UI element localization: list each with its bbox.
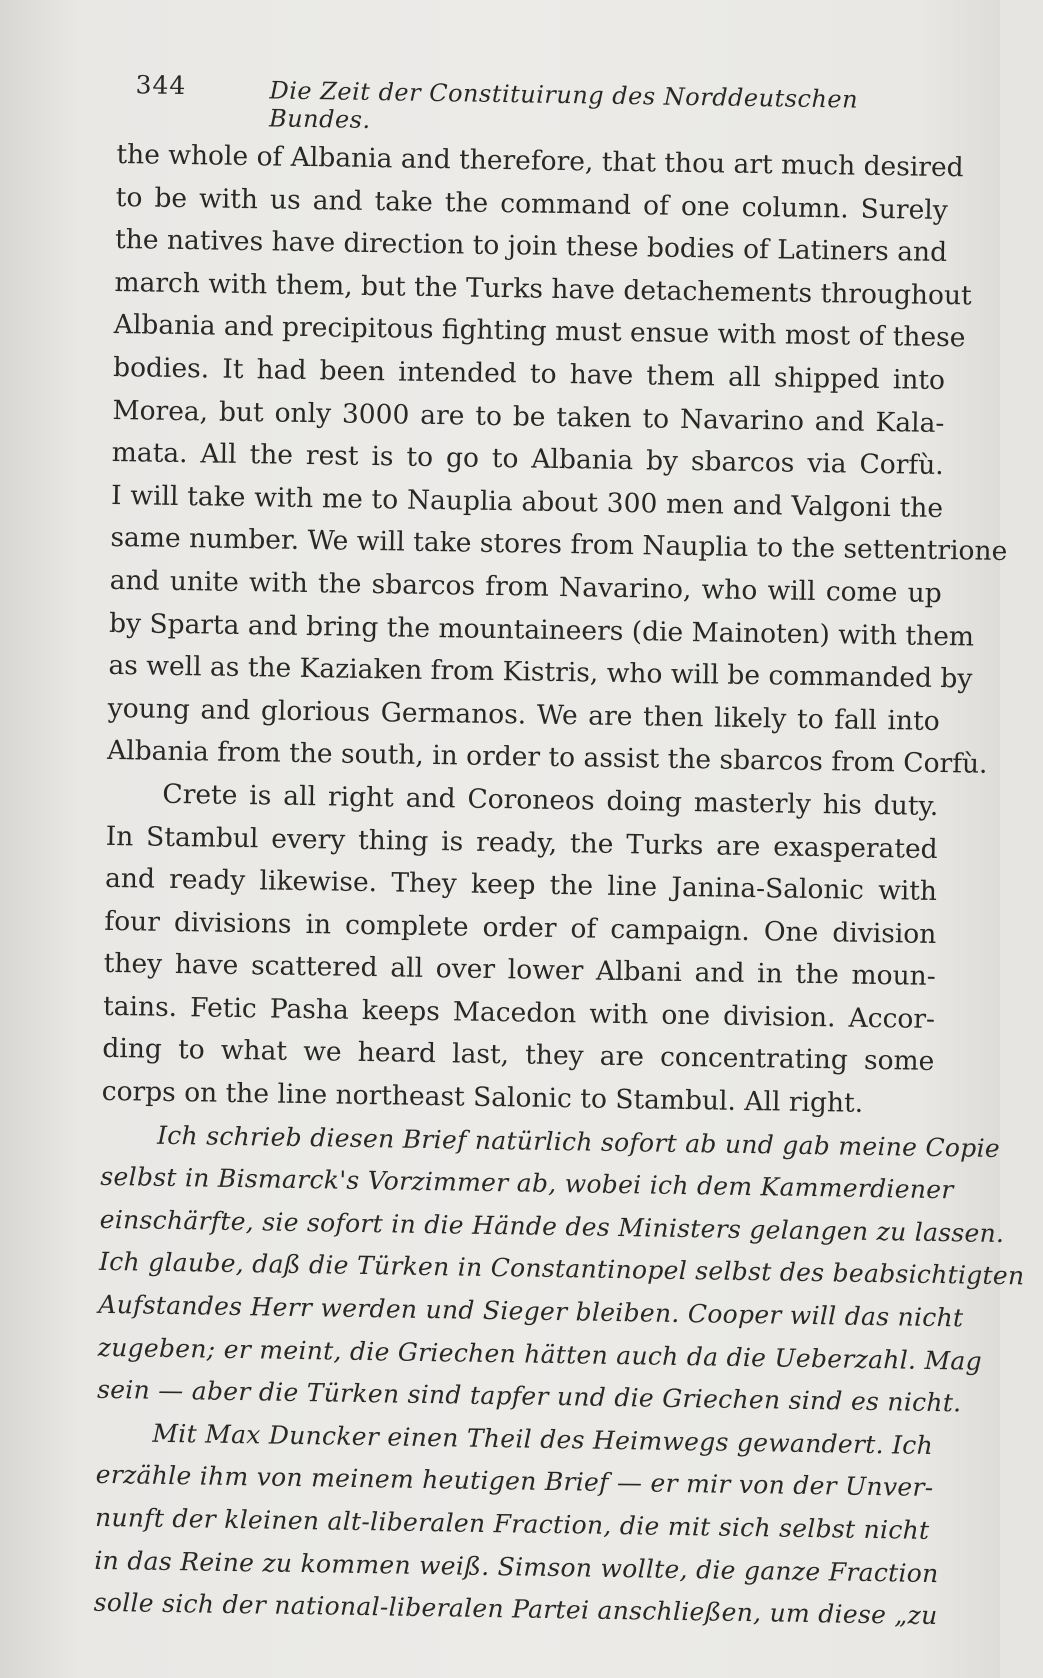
text-line: Albania and precipitous fighting must ensue with most of these: [113, 309, 966, 354]
text-line: in das Reine zu kommen weiß. Simson wollte, die ganze Fraction: [94, 1545, 939, 1588]
text-line: erzähle ihm von meinem heutigen Brief — er mir von der Unver-: [95, 1460, 934, 1503]
text-line: I will take with me to Nauplia about 300 men and Valgoni the: [110, 479, 944, 524]
text-line: and unite with the sbarcos from Navarino, who will come up: [109, 564, 942, 609]
page-number: 344: [135, 70, 187, 101]
text-line: nunft der kleinen alt-liberalen Fraction, die mit sich selbst nicht: [94, 1502, 930, 1545]
text-line: and ready likewise. They keep the line Janina-Salonic with: [104, 862, 938, 908]
text-line: Crete is all right and Coroneos doing masterly his duty.: [162, 778, 939, 822]
text-line: march with them, but the Turks have detachements throughout: [114, 266, 972, 312]
text-line: solle sich der national-liberalen Partei anschließen, um diese „zu: [93, 1587, 938, 1631]
text-line: the whole of Albania and therefore, that thou art much desired: [116, 138, 964, 184]
text-line: Aufstandes Herr werden und Sieger bleiben. Cooper will das nicht: [98, 1289, 964, 1333]
text-line: einschärfte, sie sofort in die Hände des Ministers gelangen zu lassen.: [99, 1204, 1005, 1248]
body-text: [93, 134, 1025, 1638]
text-line: by Sparta and bring the mountaineers (die Mainoten) with them: [108, 607, 975, 653]
text-line: young and glorious Germanos. We are then likely to fall into: [107, 692, 940, 737]
text-line: as well as the Kaziaken from Kistris, who will be commanded by: [108, 650, 973, 695]
text-line: they have scattered all over lower Albani and in the moun-: [103, 948, 936, 993]
text-line: Albania from the south, in order to assist the sbarcos from Corfù.: [106, 735, 988, 781]
running-title: Die Zeit der Constituirung des Norddeutschen Bundes.: [268, 76, 859, 134]
text-line: bodies. It had been intended to have them all shipped into: [112, 351, 946, 396]
text-line: Mit Max Duncker einen Theil des Heimwegs gewandert. Ich: [152, 1418, 934, 1460]
text-line: Morea, but only 3000 are to be taken to Navarino and Kala-: [112, 394, 945, 439]
text-line: same number. We will take stores from Nauplia to the settentrione: [110, 522, 1008, 568]
page-content: [93, 58, 1025, 1638]
text-line: selbst in Bismarck's Vorzimmer ab, wobei ich dem Kammerdiener: [100, 1162, 954, 1205]
text-line: to be with us and take the command of one column. Surely: [115, 181, 948, 226]
page-header: [117, 58, 950, 135]
text-line: In Stambul every thing is ready, the Turks are exasperated: [105, 820, 938, 865]
text-line: Ich glaube, daß die Türken in Constantinopel selbst des beabsichtigten: [98, 1247, 1025, 1291]
text-line: sein — aber die Türken sind tapfer und die Griechen sind es nicht.: [96, 1375, 962, 1418]
text-line: the natives have direction to join these bodies of Latiners and: [114, 224, 948, 269]
text-line: zugeben; er meint, die Griechen hätten auch da die Ueberzahl. Mag: [97, 1332, 983, 1376]
text-line: Ich schrieb diesen Brief natürlich sofort ab und gab meine Copie: [156, 1120, 1001, 1163]
text-line: ding to what we heard last, they are concentrating some: [102, 1033, 935, 1078]
text-line: tains. Fetic Pasha keeps Macedon with one division. Accor-: [102, 990, 936, 1035]
text-line: four divisions in complete order of campaign. One division: [104, 905, 937, 950]
text-line: mata. All the rest is to go to Albania by sbarcos via Corfù.: [111, 437, 944, 482]
text-line: corps on the line northeast Salonic to Stambul. All right.: [101, 1075, 864, 1119]
